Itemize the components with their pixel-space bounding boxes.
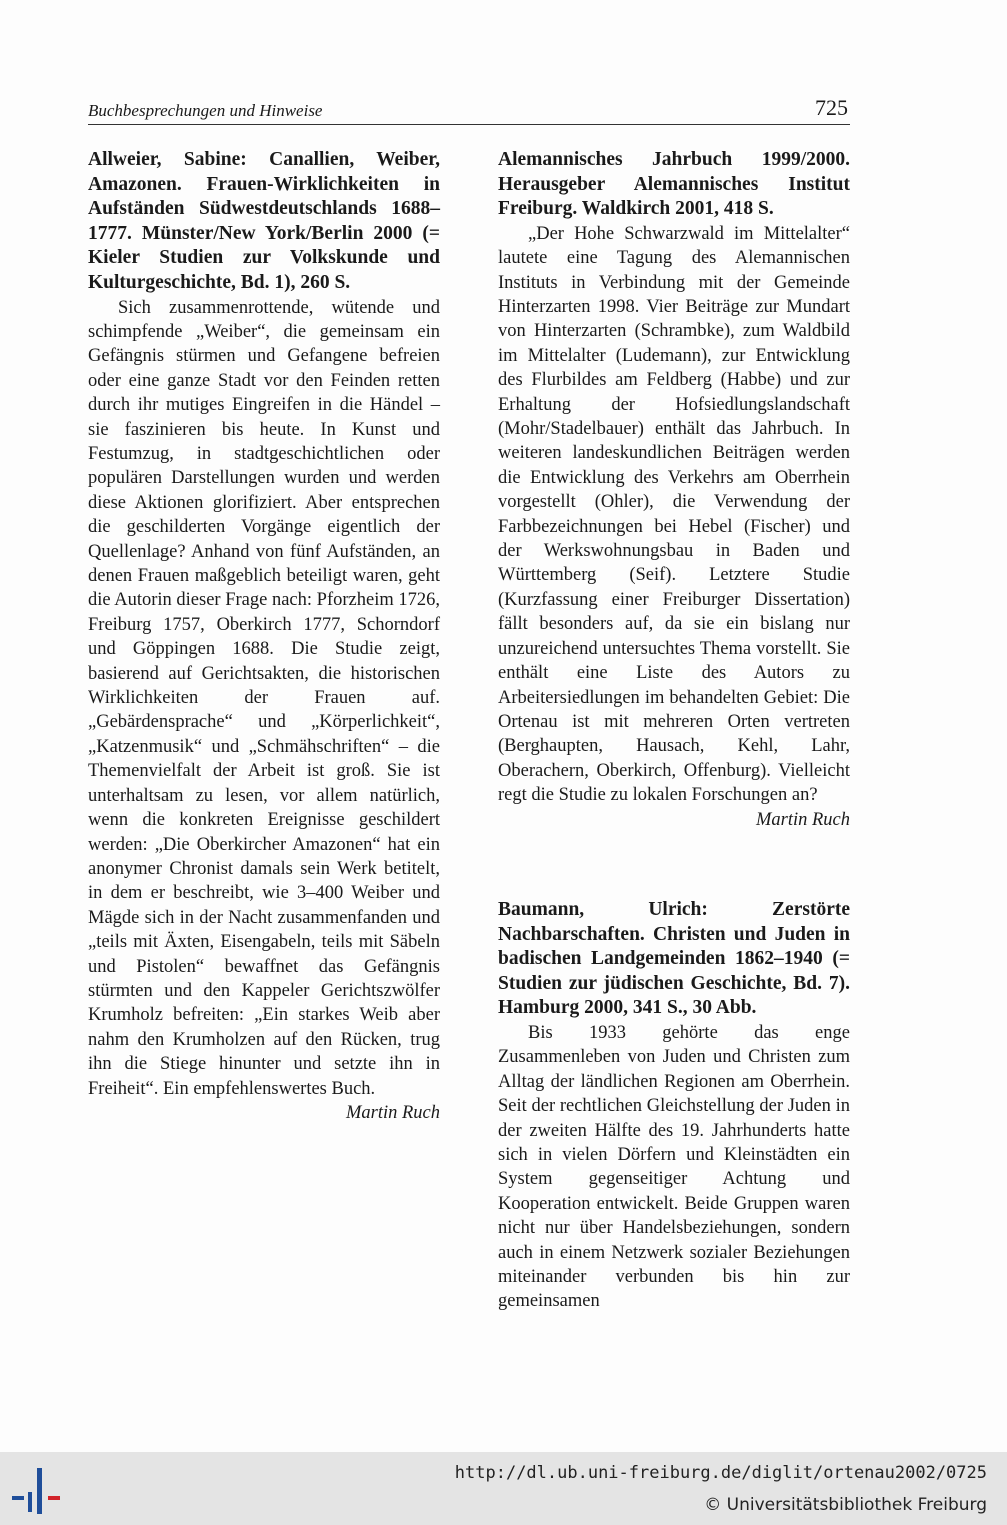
page-number: 725: [815, 95, 848, 120]
review-heading: Allweier, Sabine: Canallien, Weiber, Amazonen. Frauen-Wirklichkeiten in Aufständen Südwestdeutschlands 1688–1777. Münster/New York/Berlin 2000 (= Kieler Studien zur Volkskunde und Kulturgeschichte, Bd. 1), 260 S.: [88, 149, 440, 293]
library-footer: [0, 1452, 1007, 1525]
review-gap: [498, 832, 850, 898]
running-title: Buchbesprechungen und Hinweise: [88, 101, 323, 120]
ub-freiburg-logo-icon[interactable]: [12, 1462, 66, 1518]
review-baumann: [498, 898, 850, 1314]
review-body: Bis 1933 gehörte das enge Zusammenleben von Juden und Christen zum Alltag der ländlichen Regionen am Oberrhein. Seit der rechtlichen Gleichstellung der Juden in der zweiten Hälfte des 19. Jahrhunderts hatte sich in vielen Dörfern und Kleinstädten ein System gegenseitiger Achtung und Kooperation entwickelt. Beide Gruppen waren nicht nur über Handelsbeziehungen, sondern auch in einem Netzwerk sozialer Beziehungen miteinander verbunden bis hin zur gemeinsamen: [498, 1022, 850, 1312]
review-allweier: [88, 148, 440, 1125]
right-column: [498, 148, 850, 1314]
running-head: [88, 96, 850, 125]
review-heading: Alemannisches Jahrbuch 1999/2000. Herausgeber Alemannisches Institut Freiburg. Waldkirch 2001, 418 S.: [498, 149, 850, 220]
left-column: [88, 148, 440, 1125]
review-signature: Martin Ruch: [345, 1102, 440, 1123]
review-heading: Baumann, Ulrich: Zerstörte Nachbarschaften. Christen und Juden in badischen Landgemeinden 1862–1940 (= Studien zur jüdischen Geschichte, Bd. 7). Hamburg 2000, 341 S., 30 Abb.: [498, 898, 850, 1019]
permalink-url[interactable]: http://dl.ub.uni-freiburg.de/diglit/ortenau2002/0725: [454, 1463, 987, 1483]
review-signature: Martin Ruch: [755, 809, 850, 830]
review-alemannisches-jahrbuch: [498, 148, 850, 832]
review-body: Sich zusammenrottende, wütende und schimpfende „Weiber“, die gemeinsam ein Gefängnis stürmen und Gefangene befreien oder eine ganze Stadt vor den Feinden retten durch ihr mutiges Eingreifen in die Händel – sie faszinieren bis heute. In Kunst und Festumzug, in stadtgeschichtlichen oder populären Darstellungen wurden und werden diese Aktionen glorifiziert. Aber entsprechen die geschilderten Vorgänge eigentlich der Quellenlage? Anhand von fünf Aufständen, an denen Frauen maßgeblich beteiligt waren, geht die Autorin dieser Frage nach: Pforzheim 1726, Freiburg 1757, Oberkirch 1777, Schorndorf und Göppingen 1688. Die Studie zeigt, basierend auf Gerichtsakten, die historischen Wirklichkeiten der Frauen auf. „Gebärdensprache“ und „Körperlichkeit“, „Katzenmusik“ und „Schmähschriften“ – die Themenvielfalt der Arbeit ist groß. Sie ist unterhaltsam zu lesen, vor allem natürlich, wenn die konkreten Ereignisse geschildert werden: „Die Oberkircher Amazonen“ hat ein anonymer Chronist damals sein Werk betitelt, in dem er beschreibt, wie 3–400 Weiber und Mägde sich in der Nacht zusammenfanden und „teils mit Äxten, Eisengabeln, teils mit Säbeln und Pistolen“ bewaffnet das Gefängnis stürmten und den Kappeler Gerichtszwölfer Krumholz befreiten: „Ein starkes Weib aber nahm den Krumholzen auf den Rücken, trug ihn die Stiege hinunter und setzte ihn in Freiheit“. Ein empfehlenswertes Buch.: [88, 297, 440, 1099]
copyright-notice: © Universitätsbibliothek Freiburg: [704, 1495, 987, 1515]
review-body: „Der Hohe Schwarzwald im Mittelalter“ lautete eine Tagung des Alemannischen Instituts in Verbindung mit der Gemeinde Hinterzarten 1998. Vier Beiträge zur Mundart von Hinterzarten (Schrambke), zum Waldbild im Mittelalter (Ludemann), zur Entwicklung des Flurbildes am Feldberg (Habbe) und zur Erhaltung der Hofsiedlungslandschaft (Mohr/Stadelbauer) enthält das Jahrbuch. In weiteren landeskundlichen Beiträgen werden die Entwicklung des Verkehrs am Oberrhein vorgestellt (Ohler), die Verwendung der Farbbezeichnungen bei Hebel (Fischer) und der Werkswohnungsbau in Baden und Württemberg (Seif). Letztere Studie (Kurzfassung einer Freiburger Dissertation) fällt besonders auf, da sie ein bislang nur unzureichend untersuchtes Thema vorstellt. Sie enthält eine Liste des Autors zu Arbeitersiedlungen im behandelten Gebiet: Die Ortenau ist mit mehreren Orten vertreten (Berghaupten, Hausach, Kehl, Lahr, Oberachern, Oberkirch, Offenburg). Vielleicht regt die Studie zu lokalen Forschungen an?: [498, 223, 850, 806]
